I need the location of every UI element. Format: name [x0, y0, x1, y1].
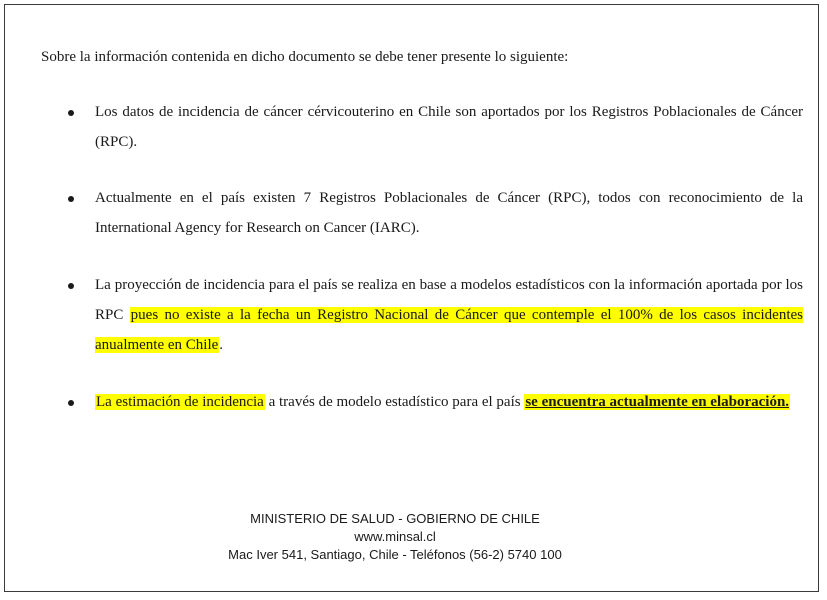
item-text: Los datos de incidencia de cáncer cérvicouterino en Chile son aportados por los Registros Poblacionales de Cáncer (RPC). — [95, 104, 803, 150]
item-text-plain: a través de modelo estadístico para el país — [264, 394, 525, 410]
footer-ministry: MINISTERIO DE SALUD - GOBIERNO DE CHILE — [250, 511, 540, 526]
list-item — [95, 97, 803, 157]
bullet-icon — [68, 400, 74, 406]
bullet-icon — [68, 283, 74, 289]
item-text-highlight-strong: se encuentra actualmente en elaboración. — [525, 394, 790, 410]
list-item — [95, 183, 803, 243]
item-text-highlight: pues no existe a la fecha un Registro Nacional de Cáncer que contemple el 100% de los casos incidentes anualmente en Chile — [95, 307, 803, 353]
footer-address: Mac Iver 541, Santiago, Chile - Teléfonos (56-2) 5740 100 — [228, 547, 562, 562]
intro-text: Sobre la información contenida en dicho documento se debe tener presente lo siguiente: — [41, 49, 569, 65]
footer-website: www.minsal.cl — [354, 529, 436, 544]
item-text: Actualmente en el país existen 7 Registros Poblacionales de Cáncer (RPC), todos con reconocimiento de la International Agency for Research on Cancer (IARC). — [95, 190, 803, 236]
item-text-end: . — [219, 337, 224, 353]
item-text-highlight: La estimación de incidencia — [96, 394, 264, 410]
document-page — [4, 4, 819, 592]
bullet-icon — [68, 196, 74, 202]
bullet-icon — [68, 110, 74, 116]
footer — [5, 510, 785, 564]
item-text-plain: La proyección de incidencia para el país se realiza en base a modelos estadísticos con la información aportada por los RPC — [95, 277, 803, 323]
list-item — [95, 270, 803, 360]
list-item — [95, 387, 803, 417]
